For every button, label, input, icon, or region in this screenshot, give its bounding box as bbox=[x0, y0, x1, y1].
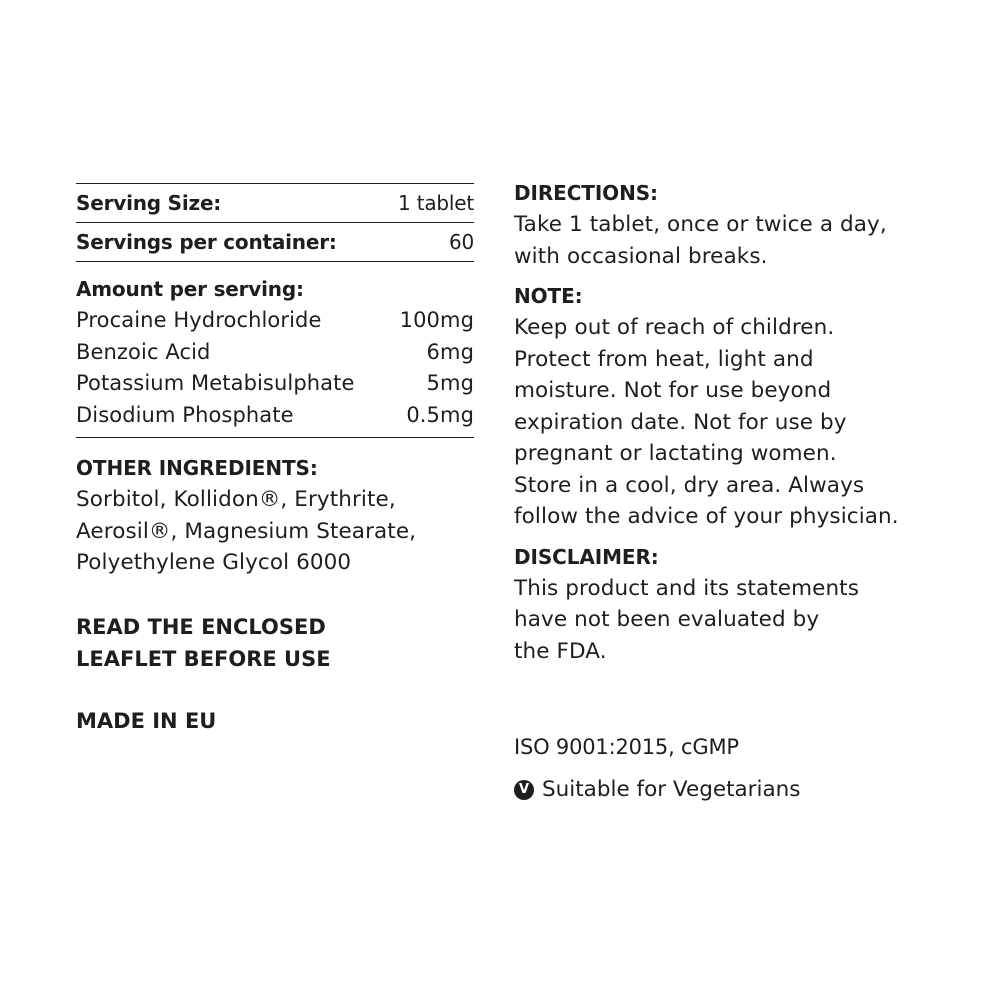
ingredient-amount: 100mg bbox=[399, 308, 474, 332]
supplement-facts-panel bbox=[76, 183, 474, 737]
directions-block bbox=[514, 177, 954, 272]
disclaimer-text: This product and its statements have not been evaluated by the FDA. bbox=[514, 575, 860, 664]
servings-divider bbox=[76, 261, 474, 262]
ingredient-row bbox=[76, 305, 474, 337]
servings-per-container-value: 60 bbox=[448, 230, 474, 254]
made-in-label: MADE IN EU bbox=[76, 708, 217, 733]
ingredient-amount: 5mg bbox=[426, 371, 474, 395]
note-block bbox=[514, 280, 954, 533]
disclaimer-block bbox=[514, 541, 954, 668]
usage-information-panel bbox=[514, 177, 954, 675]
disclaimer-heading: DISCLAIMER: bbox=[514, 544, 659, 569]
serving-size-row bbox=[76, 184, 474, 222]
ingredient-row bbox=[76, 400, 474, 432]
amount-per-serving-heading: Amount per serving: bbox=[76, 277, 304, 301]
vegetarian-text: Suitable for Vegetarians bbox=[542, 777, 801, 802]
note-heading: NOTE: bbox=[514, 284, 583, 308]
directions-heading: DIRECTIONS: bbox=[514, 181, 658, 205]
ingredient-row bbox=[76, 337, 474, 369]
certification-label: ISO 9001:2015, cGMP bbox=[514, 735, 739, 759]
leaflet-notice: READ THE ENCLOSED LEAFLET BEFORE USE bbox=[76, 614, 331, 671]
ingredient-name: Potassium Metabisulphate bbox=[76, 371, 355, 395]
ingredient-row bbox=[76, 368, 474, 400]
vegetarian-badge-icon: V bbox=[514, 780, 534, 800]
ingredient-amount: 6mg bbox=[426, 339, 474, 364]
ingredient-name: Benzoic Acid bbox=[76, 339, 211, 364]
servings-per-container-label: Servings per container: bbox=[76, 230, 337, 254]
vegetarian-label bbox=[514, 774, 801, 806]
other-ingredients-text: Sorbitol, Kollidon®, Erythrite, Aerosil®, Magnesium Stearate, Polyethylene Glycol 6000 bbox=[76, 487, 417, 575]
serving-size-label: Serving Size: bbox=[76, 191, 222, 215]
servings-per-container-row bbox=[76, 223, 474, 261]
amount-per-serving-block bbox=[76, 274, 474, 437]
note-text: Keep out of reach of children. Protect from heat, light and moisture. Not for use beyond expiration date. Not for use by pregnant or lactating women. Store in a cool, dry area. Always follow the advice of your physician. bbox=[514, 315, 899, 529]
serving-size-value: 1 tablet bbox=[398, 191, 474, 215]
ingredient-amount: 0.5mg bbox=[406, 402, 474, 427]
ingredients-divider bbox=[76, 437, 474, 438]
directions-text: Take 1 tablet, once or twice a day, with occasional breaks. bbox=[514, 212, 887, 269]
other-ingredients-block bbox=[76, 452, 474, 579]
ingredient-name: Procaine Hydrochloride bbox=[76, 308, 322, 332]
ingredient-name: Disodium Phosphate bbox=[76, 402, 294, 427]
other-ingredients-heading: OTHER INGREDIENTS: bbox=[76, 456, 318, 480]
